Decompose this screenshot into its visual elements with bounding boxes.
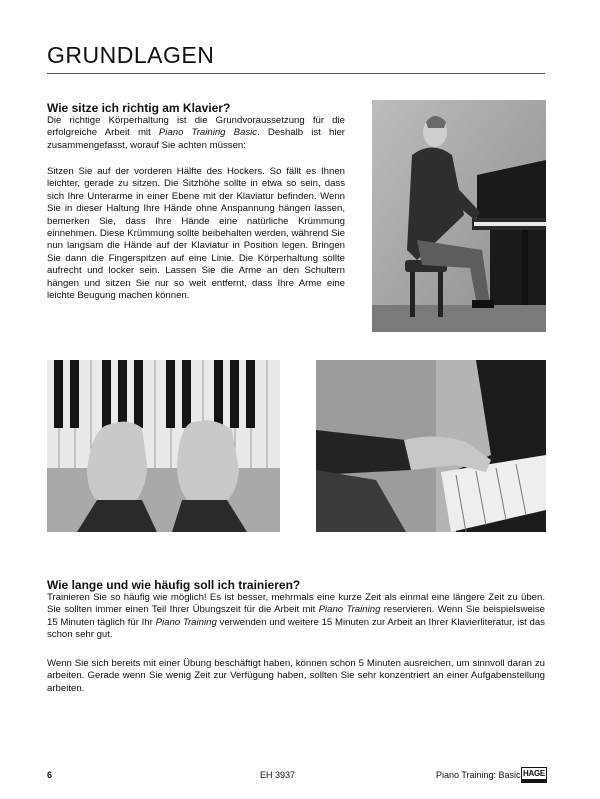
section1-intro [47,115,345,152]
page-number: 6 [47,770,53,780]
section2-text-c: verwenden und weitere 15 Minuten zur Arbeit an Ihrer Klavierliteratur, ist das schon sehr gut. [47,616,545,641]
section2-italic-a: Piano Training [318,604,381,616]
hand-side-view-photo [316,360,546,532]
series-title: Piano Training: Basic [436,770,521,780]
pianist-seated-photo [372,100,546,332]
section1-body: Sitzen Sie auf der vorderen Hälfte des Hockers. So fällt es Ihnen leichter, gerade zu sitzen. Die Sitzhöhe sollte in etwa so sein, dass sich Ihre Unterarme in einer Ebene mit der Klaviatur befinden. Wenn Sie in dieser Haltung Ihre Hände ohne Anspannung hängen lassen, bemerken Sie, dass Ihre Hände eine natürliche Krümmung einnehmen. Diese Krümmung sollte beibehalten werden, während Sie nun langsam die Hände auf der Klaviatur in Position legen. Bringen Sie dann die Fingerspitzen auf eine Linie. Die Körperhaltung sollte aufrecht und locker sein. Lassen Sie die Arme an den Schultern hängen und sitzen Sie nur so weit entfernt, dass Ihre Arme eine leichte Beugung machen können. [47,166,345,302]
section1-intro-text-a: Die richtige Körperhaltung ist die Grundvoraussetzung für die erfolgreiche Arbeit mit [47,115,345,139]
section2-body-1 [47,592,545,642]
section2-text-b: reservieren. Wenn Sie beispielsweise 15 Minuten täglich für Ihr [47,604,545,628]
section1-intro-text-b: . Deshalb ist hier zusammengefasst, worauf Sie achten müssen: [47,127,345,151]
title-divider [47,73,545,74]
page-title: GRUNDLAGEN [47,42,215,68]
section2-heading: Wie lange und wie häufig soll ich trainieren? [47,578,301,592]
section2-italic-b: Piano Training [155,616,217,628]
catalog-number: EH 3937 [260,770,296,780]
publisher-logo [521,767,547,783]
section1-heading: Wie sitze ich richtig am Klavier? [47,101,231,115]
section2-body-2: Wenn Sie sich bereits mit einer Übung beschäftigt haben, können schon 5 Minuten ausreichen, um sinnvoll daran zu arbeiten. Gerade wenn Sie wenig Zeit zur Verfügung haben, sollten Sie sehr konzentriert an einer Aufgabenstellung arbeiten. [47,658,545,694]
hands-on-keyboard-photo [47,360,280,532]
publisher-logo-bar [522,779,546,782]
publisher-logo-text: HAGE [523,769,545,778]
section1-intro-italic: Piano Training Basic [158,127,258,139]
section2-text-a: Trainieren Sie so häufig wie möglich! Es ist besser, mehrmals eine kurze Zeit als einmal eine längere Zeit zu üben. Sie sollten immer einen Teil Ihrer Übungszeit für die Arbeit mit [47,592,545,616]
